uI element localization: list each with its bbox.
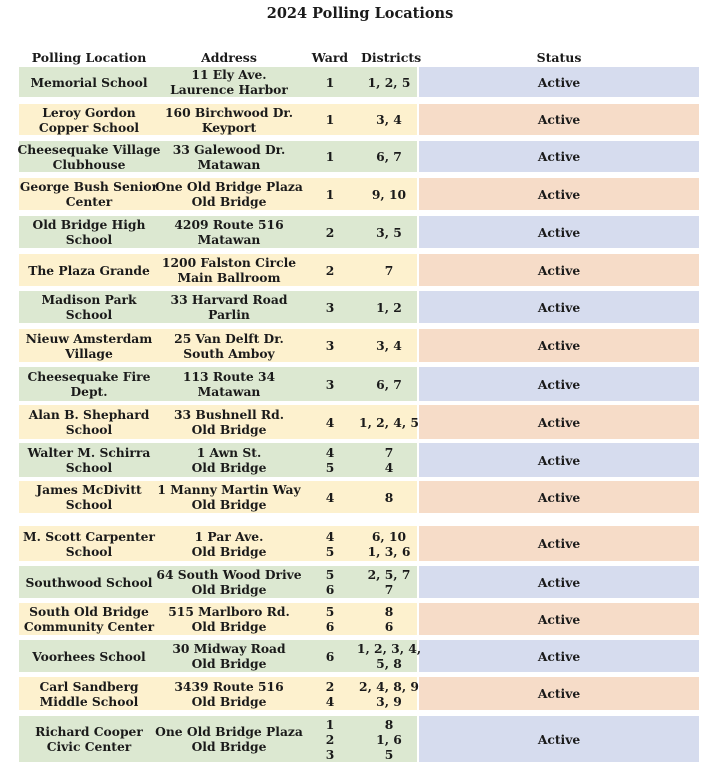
- districts-cell-line: 1, 3, 6: [367, 543, 411, 559]
- districts-cell: [356, 640, 422, 672]
- ward-cell: [299, 367, 361, 401]
- polling-location-address-line: 33 Galewood Dr.: [172, 141, 286, 157]
- ward-cell-line: 6: [325, 648, 335, 664]
- ward-cell: [299, 141, 361, 172]
- polling-location-address-line: 1200 Falston Circle: [161, 255, 297, 270]
- status-label: Active: [537, 452, 581, 468]
- districts-cell-line: 1, 2: [376, 299, 402, 315]
- polling-location-address-line: 64 South Wood Drive: [156, 567, 302, 582]
- status-label: Active: [537, 731, 581, 747]
- polling-location-address-line: Parlin: [208, 307, 250, 322]
- status-label: Active: [537, 338, 581, 353]
- districts-cell: [361, 216, 417, 248]
- table-row: [19, 104, 699, 135]
- ward-cell: [299, 405, 361, 439]
- page-title: 2024 Polling Locations: [266, 5, 454, 22]
- table-row: [19, 178, 699, 210]
- polling-location-address-line: 160 Birchwood Dr.: [164, 104, 294, 120]
- districts-cell-line: 3, 4: [376, 112, 402, 127]
- ward-cell-line: 6: [325, 582, 335, 597]
- ward-cell-line: 4: [325, 445, 335, 460]
- status-label: Active: [537, 262, 581, 278]
- status-cell: [419, 443, 699, 477]
- status-cell: [419, 677, 699, 710]
- polling-location-name-line: Alan B. Shephard: [28, 407, 150, 422]
- polling-location-name-line: Village: [65, 345, 113, 361]
- polling-location-address-line: Laurence Harbor: [170, 82, 288, 97]
- status-cell: [419, 716, 699, 762]
- polling-location-name-line: Dept.: [70, 384, 108, 399]
- districts-cell-line: 8: [384, 604, 394, 619]
- polling-location-address: [159, 329, 299, 362]
- districts-cell-line: 3, 5: [376, 224, 402, 240]
- districts-cell: [361, 566, 417, 598]
- polling-location-name: [19, 216, 159, 248]
- polling-location-address-line: Keyport: [201, 119, 257, 135]
- status-cell: [419, 141, 699, 172]
- districts-cell-line: 7: [384, 262, 394, 278]
- districts-cell-line: 9, 10: [371, 186, 407, 202]
- ward-cell: [299, 716, 361, 762]
- polling-location-address-line: 1 Par Ave.: [194, 528, 264, 544]
- districts-cell-line: 5: [384, 746, 394, 762]
- districts-cell-line: 6, 7: [376, 149, 402, 164]
- ward-cell-line: 5: [325, 543, 335, 559]
- polling-location-name: [19, 178, 159, 210]
- polling-location-address: [159, 443, 299, 477]
- polling-location-name: [19, 254, 159, 286]
- status-cell: [419, 216, 699, 248]
- ward-cell-line: 2: [325, 731, 335, 747]
- districts-cell: [361, 67, 417, 97]
- polling-location-address-line: 1 Awn St.: [196, 445, 262, 460]
- polling-location-address: [155, 716, 303, 762]
- districts-cell-line: 3, 4: [376, 338, 402, 353]
- polling-location-name-line: Nieuw Amsterdam: [25, 330, 153, 346]
- ward-cell-line: 6: [325, 619, 335, 634]
- districts-cell-line: 6: [384, 619, 394, 634]
- status-cell: [419, 566, 699, 598]
- polling-location-name-line: Southwood School: [25, 574, 153, 590]
- ward-cell-line: 3: [325, 746, 335, 762]
- table-row: [19, 405, 699, 439]
- polling-location-address-line: Old Bridge: [191, 693, 267, 709]
- table-row: [19, 526, 699, 561]
- polling-location-name-line: Clubhouse: [52, 156, 126, 172]
- ward-cell: [299, 603, 361, 635]
- polling-location-address-line: 1 Manny Martin Way: [157, 482, 301, 497]
- header-polling-location: Polling Location: [31, 50, 147, 65]
- polling-location-name-line: The Plaza Grande: [28, 262, 150, 278]
- districts-cell-line: 1, 2, 4, 5: [359, 414, 419, 430]
- polling-location-address-line: Old Bridge: [191, 619, 267, 634]
- districts-cell-line: 2, 5, 7: [367, 567, 411, 582]
- polling-location-address-line: Old Bridge: [191, 656, 267, 671]
- ward-cell-line: 5: [325, 460, 335, 475]
- polling-location-address-line: 25 Van Delft Dr.: [174, 330, 284, 346]
- polling-location-name-line: Memorial School: [30, 74, 148, 90]
- table-row: [19, 640, 699, 672]
- districts-cell-line: 1, 6: [376, 731, 402, 747]
- polling-location-address: [155, 178, 303, 210]
- table-row: [19, 216, 699, 248]
- districts-cell-line: 7: [384, 582, 394, 597]
- polling-location-address: [159, 526, 299, 561]
- table-row: [19, 481, 699, 513]
- districts-cell: [361, 603, 417, 635]
- polling-location-address-line: 113 Route 34: [182, 369, 276, 384]
- districts-cell-line: 2, 4, 8, 9: [359, 678, 419, 694]
- polling-location-name: [19, 526, 159, 561]
- districts-cell-line: 6, 10: [371, 528, 407, 544]
- ward-cell: [299, 566, 361, 598]
- status-label: Active: [537, 112, 581, 127]
- polling-location-address-line: Old Bridge: [191, 422, 267, 437]
- polling-location-address: [159, 254, 299, 286]
- status-cell: [419, 254, 699, 286]
- ward-cell-line: 2: [325, 262, 335, 278]
- ward-cell-line: 4: [325, 693, 335, 709]
- polling-location-name: [19, 677, 159, 710]
- polling-location-address-line: 4209 Route 516: [174, 217, 284, 232]
- districts-cell: [361, 329, 417, 362]
- status-cell: [419, 405, 699, 439]
- polling-location-name: [19, 566, 159, 598]
- status-cell: [419, 481, 699, 513]
- polling-location-name-line: Civic Center: [46, 739, 132, 754]
- ward-cell-line: 5: [325, 567, 335, 582]
- status-cell: [419, 104, 699, 135]
- ward-cell: [299, 443, 361, 477]
- districts-cell: [361, 481, 417, 513]
- polling-location-name-line: Carl Sandberg: [39, 678, 139, 694]
- status-label: Active: [537, 74, 581, 90]
- polling-location-name: [19, 67, 159, 97]
- polling-location-name-line: Center: [65, 194, 113, 209]
- districts-cell: [361, 254, 417, 286]
- ward-cell: [299, 481, 361, 513]
- ward-cell-line: 3: [325, 338, 335, 353]
- ward-cell-line: 4: [325, 414, 335, 430]
- polling-location-name-line: Leroy Gordon: [42, 104, 136, 120]
- status-label: Active: [537, 299, 581, 315]
- ward-cell-line: 1: [325, 149, 335, 164]
- polling-location-name: [19, 443, 159, 477]
- header-districts: Districts: [361, 50, 422, 65]
- polling-location-address-line: Old Bridge: [191, 460, 267, 475]
- districts-cell-line: 7: [384, 445, 394, 460]
- polling-location-address-line: 30 Midway Road: [172, 641, 286, 656]
- polling-location-name-line: South Old Bridge: [29, 604, 149, 619]
- districts-cell-line: 3, 9: [376, 693, 402, 709]
- ward-cell: [299, 677, 361, 710]
- districts-cell: [361, 291, 417, 323]
- polling-location-name: [19, 329, 159, 362]
- status-cell: [419, 640, 699, 672]
- districts-cell-line: 5, 8: [376, 656, 402, 671]
- table-row: [19, 367, 699, 401]
- polling-location-address: [159, 603, 299, 635]
- table-row: [19, 329, 699, 362]
- status-label: Active: [537, 489, 581, 505]
- districts-cell-line: 8: [384, 716, 394, 732]
- districts-cell-line: 6, 7: [376, 376, 402, 392]
- header-status: Status: [536, 50, 582, 65]
- ward-cell-line: 1: [325, 716, 335, 732]
- ward-cell-line: 3: [325, 299, 335, 315]
- polling-location-name-line: Old Bridge High: [32, 217, 146, 232]
- polling-location-name: [19, 141, 159, 172]
- polling-location-name: [19, 481, 159, 513]
- districts-cell: [361, 405, 417, 439]
- ward-cell-line: 1: [325, 186, 335, 202]
- ward-cell: [299, 291, 361, 323]
- polling-location-name: [19, 291, 159, 323]
- polling-location-name-line: Community Center: [23, 619, 155, 634]
- districts-cell: [361, 526, 417, 561]
- status-cell: [419, 367, 699, 401]
- polling-location-address-line: Old Bridge: [191, 497, 267, 512]
- districts-cell: [361, 677, 417, 710]
- status-cell: [419, 67, 699, 97]
- polling-location-name-line: M. Scott Carpenter: [23, 528, 155, 544]
- districts-cell: [361, 443, 417, 477]
- polling-location-address-line: South Amboy: [183, 345, 275, 361]
- polling-location-name: [19, 104, 159, 135]
- status-label: Active: [537, 414, 581, 430]
- polling-location-name: [19, 405, 159, 439]
- table-row: [19, 603, 699, 635]
- polling-location-address: [159, 640, 299, 672]
- polling-location-address: [159, 104, 299, 135]
- table-row: [19, 67, 699, 97]
- table-row: [19, 716, 699, 762]
- districts-cell: [361, 141, 417, 172]
- polling-location-address-line: Old Bridge: [191, 543, 267, 559]
- status-cell: [419, 526, 699, 561]
- polling-location-address-line: Matawan: [197, 384, 261, 399]
- polling-location-name: [19, 367, 159, 401]
- polling-location-name-line: Richard Cooper: [35, 724, 143, 739]
- polling-location-address-line: 33 Bushnell Rd.: [173, 407, 285, 422]
- districts-cell-line: 1, 2, 5: [367, 74, 411, 90]
- polling-location-name-line: Walter M. Schirra: [27, 445, 151, 460]
- status-cell: [419, 329, 699, 362]
- ward-cell-line: 4: [325, 528, 335, 544]
- polling-location-address-line: 33 Harvard Road: [170, 292, 288, 307]
- ward-cell: [299, 640, 361, 672]
- ward-cell-line: 2: [325, 224, 335, 240]
- table-row: [19, 566, 699, 598]
- table-row: [19, 141, 699, 172]
- ward-cell: [299, 329, 361, 362]
- polling-location-address-line: Old Bridge: [191, 739, 267, 754]
- polling-location-address-line: Matawan: [197, 156, 261, 172]
- table-row: [19, 677, 699, 710]
- polling-location-address-line: 515 Marlboro Rd.: [168, 604, 290, 619]
- polling-location-name-line: School: [65, 543, 113, 559]
- ward-cell: [299, 178, 361, 210]
- polling-location-name-line: School: [65, 232, 113, 247]
- polling-location-name-line: School: [65, 422, 113, 437]
- polling-location-address: [156, 566, 302, 598]
- polling-location-address-line: Old Bridge: [191, 194, 267, 209]
- ward-cell-line: 1: [325, 74, 335, 90]
- polling-location-name-line: Middle School: [39, 693, 139, 709]
- polling-location-address-line: Old Bridge: [191, 582, 267, 597]
- polling-location-address: [159, 677, 299, 710]
- polling-location-address: [159, 405, 299, 439]
- status-cell: [419, 291, 699, 323]
- table-row: [19, 254, 699, 286]
- status-label: Active: [537, 224, 581, 240]
- status-label: Active: [537, 536, 581, 551]
- polling-location-name-line: School: [65, 307, 113, 322]
- ward-cell: [299, 216, 361, 248]
- polling-location-name: [19, 640, 159, 672]
- polling-location-name-line: School: [65, 497, 113, 512]
- ward-cell-line: 1: [325, 112, 335, 127]
- ward-cell: [299, 254, 361, 286]
- polling-location-name-line: James McDivitt: [36, 482, 142, 497]
- ward-cell: [299, 526, 361, 561]
- polling-location-name-line: George Bush Senior: [19, 179, 159, 194]
- districts-cell: [361, 716, 417, 762]
- table-row: [19, 291, 699, 323]
- ward-cell: [299, 104, 361, 135]
- ward-cell-line: 4: [325, 489, 335, 505]
- districts-cell-line: 8: [384, 489, 394, 505]
- districts-cell: [361, 178, 417, 210]
- polling-location-address: [159, 141, 299, 172]
- polling-location-name-line: Cheesequake Fire: [27, 369, 151, 384]
- status-label: Active: [537, 574, 581, 590]
- polling-location-address-line: One Old Bridge Plaza: [155, 724, 303, 739]
- status-label: Active: [537, 149, 581, 164]
- polling-location-address-line: 3439 Route 516: [174, 678, 284, 694]
- polling-location-name-line: Madison Park: [41, 292, 137, 307]
- polling-location-address: [159, 481, 299, 513]
- districts-cell: [361, 104, 417, 135]
- polling-location-name-line: School: [65, 460, 113, 475]
- districts-cell: [361, 367, 417, 401]
- polling-location-address-line: 11 Ely Ave.: [191, 67, 267, 82]
- polling-location-name: [19, 603, 159, 635]
- polling-location-address: [159, 291, 299, 323]
- header-ward: Ward: [311, 50, 349, 65]
- polling-location-name: [19, 716, 159, 762]
- status-label: Active: [537, 611, 581, 627]
- ward-cell: [299, 67, 361, 97]
- polling-location-address: [159, 216, 299, 248]
- polling-location-address-line: Matawan: [197, 232, 261, 247]
- status-label: Active: [537, 648, 581, 664]
- ward-cell-line: 3: [325, 376, 335, 392]
- polling-location-name-line: Cheesequake Village: [17, 141, 161, 157]
- polling-location-address-line: Main Ballroom: [177, 270, 281, 285]
- status-label: Active: [537, 186, 581, 202]
- header-address: Address: [201, 50, 257, 65]
- ward-cell-line: 5: [325, 604, 335, 619]
- status-label: Active: [537, 686, 581, 701]
- districts-cell-line: 1, 2, 3, 4,: [356, 641, 422, 656]
- status-label: Active: [537, 376, 581, 392]
- districts-cell-line: 4: [384, 460, 394, 475]
- polling-location-address: [159, 367, 299, 401]
- polling-location-address-line: One Old Bridge Plaza: [155, 179, 303, 194]
- polling-location-name-line: Copper School: [38, 119, 140, 135]
- table-row: [19, 443, 699, 477]
- status-cell: [419, 603, 699, 635]
- polling-location-address: [159, 67, 299, 97]
- ward-cell-line: 2: [325, 678, 335, 694]
- status-cell: [419, 178, 699, 210]
- polling-location-name-line: Voorhees School: [32, 648, 146, 664]
